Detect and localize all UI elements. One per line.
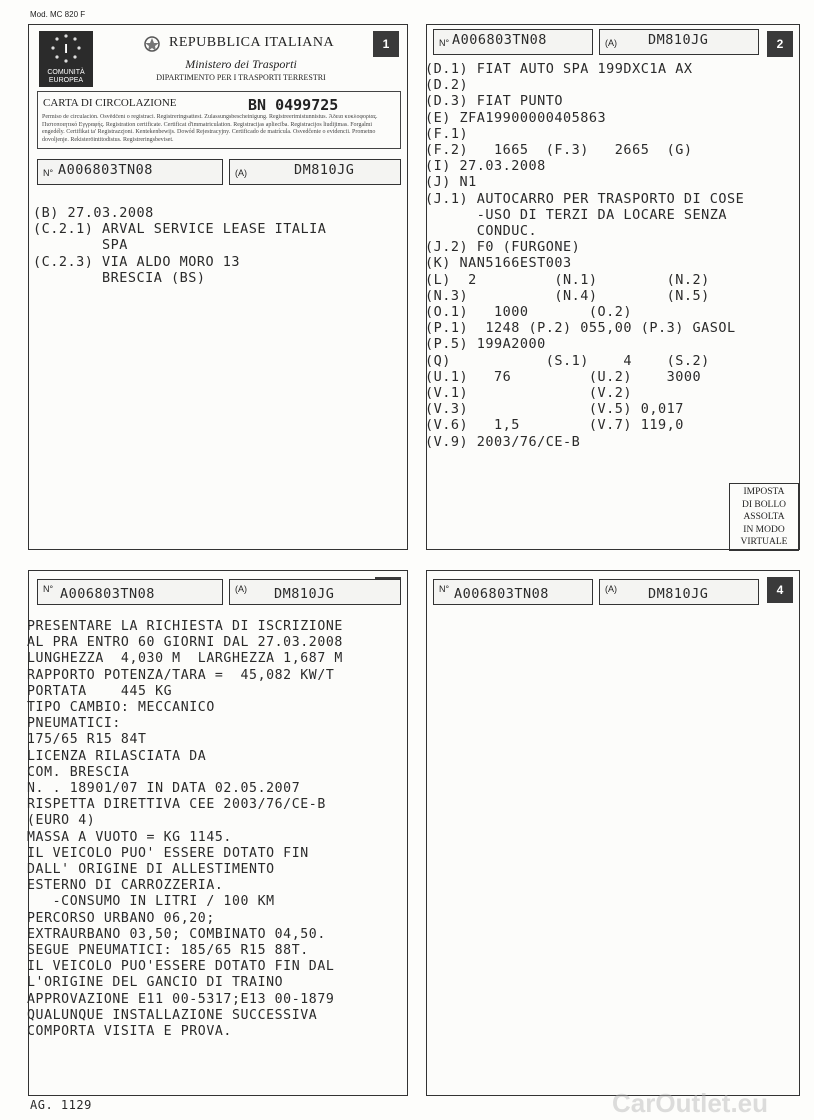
panel-2-line: (D.1) FIAT AUTO SPA 199DXC1A AX [425,61,693,77]
panel-3-line: L'ORIGINE DEL GANCIO DI TRAINO [27,975,284,991]
republic-emblem-icon [143,35,161,58]
panel-3-line: APPROVAZIONE E11 00-5317;E13 00-1879 [27,991,335,1007]
tax-stamp-line: ASSOLTA [743,512,785,522]
id-prefix: N° [439,584,450,594]
panel-2-line: (E) ZFA19900000405863 [425,109,607,126]
panel-1-line: (C.2.1) ARVAL SERVICE LEASE ITALIA [33,221,327,238]
panel-3-line: PRESENTARE LA RICHIESTA DI ISCRIZIONE [27,619,343,634]
panel-3-line: RISPETTA DIRETTIVA CEE 2003/76/CE-B [27,797,326,813]
panel-1-line: BRESCIA (BS) [33,269,206,286]
panel-3-line: IL VEICOLO PUO' ESSERE DOTATO FIN [27,845,309,861]
panel-2-line: (K) NAN5166EST003 [425,255,572,272]
plate-box [599,29,759,55]
eu-country-letter: I [64,41,68,56]
panel-2-line: CONDUC. [425,223,538,240]
panel-3-line: COM. BRESCIA [27,764,130,780]
id-number-box [433,579,593,605]
plate-box [229,159,401,185]
panel-3-line: RAPPORTO POTENZA/TARA = 45,082 KW/T [27,667,335,683]
id-number-box [37,159,223,185]
id-number-box [433,29,593,55]
panel-3-line: MASSA A VUOTO = KG 1145. [27,829,232,845]
panel-3-line: EXTRAURBANO 03,50; COMBINATO 04,50. [27,926,326,942]
plate-number: DM810JG [294,162,355,178]
panel-2-line: -USO DI TERZI DA LOCARE SENZA [425,206,727,223]
panel-2-content [425,61,744,450]
panel-3-line: PNEUMATICI: [27,716,121,732]
panel-2 [426,24,800,550]
footer-page-code: AG. 1129 [30,1098,92,1112]
tax-stamp-box [729,483,799,551]
panel-3 [28,570,408,1096]
panel-2-line: (J) N1 [425,174,477,191]
panel-3-line: LUNGHEZZA 4,030 M LARGHEZZA 1,687 M [27,651,343,667]
panel-2-line: (N.3) (N.4) (N.5) [425,287,710,304]
panel-2-line: (V.9) 2003/76/CE-B [425,433,581,450]
panel-2-line: (O.1) 1000 (O.2) [425,304,633,321]
panel-2-line: (J.2) F0 (FURGONE) [425,239,581,256]
panel-3-line: IL VEICOLO PUO'ESSERE DOTATO FIN DAL [27,959,335,975]
plate-label: (A) [235,168,247,178]
panel-2-line: (J.1) AUTOCARRO PER TRASPORTO DI COSE [425,190,745,207]
panel-3-line: N. . 18901/07 IN DATA 02.05.2007 [27,781,301,797]
document-number: BN 0499725 [248,96,339,114]
panel-3-line: AL PRA ENTRO 60 GIORNI DAL 27.03.2008 [27,635,343,651]
panel-1-line: (B) 27.03.2008 [33,205,154,221]
panel-2-line: (I) 27.03.2008 [425,158,546,175]
id-number: A006803TN08 [452,32,547,48]
panel-3-line: PERCORSO URBANO 06,20; [27,910,215,926]
plate-number: DM810JG [648,32,709,48]
panel-3-content [27,619,343,1040]
plate-number: DM810JG [274,586,335,602]
id-number-box [37,579,223,605]
panel-3-line: LICENZA RILASCIATA DA [27,748,207,764]
panel-number-badge: 1 [373,31,399,57]
multilanguage-note: Permiso de circulación. Osvědčení o registraci. Registreringsattest. Zulassungsbescheinigung. Registreerimistunnistus. Άδεια κυκλοφορίας. Πιστοποιητικό Εγγραφής. Registration certificate. Certificat d'immatriculation. Registracijas apliecība. Registracijos liudijimas. Forgalmi engedély. Certifikat ta' Registrazzjoni. Kentekenbewijs. Dowód Rejestracyjny. Certificado de matrícula. Osvedčenie o evidencii. Prometno dovoljenje. Rekisteröintitodistus. Registreringsbeviset. [42,114,378,143]
panel-1-content [33,205,326,286]
panel-3-line: SEGUE PNEUMATICI: 185/65 R15 88T. [27,943,309,959]
panel-2-line: (U.1) 76 (U.2) 3000 [425,368,702,385]
panel-2-line: (P.1) 1248 (P.2) 055,00 (P.3) GASOL [425,320,736,337]
form-model-label: Mod. MC 820 F [30,10,86,19]
plate-number: DM810JG [648,586,709,602]
republic-title: REPUBBLICA ITALIANA [169,35,335,50]
panel-2-line: (F.1) [425,125,469,142]
eu-flag-icon [39,31,93,87]
panel-3-line: 175/65 R15 84T [27,732,147,748]
panel-3-line: TIPO CAMBIO: MECCANICO [27,700,215,716]
id-number: A006803TN08 [60,586,155,602]
panel-2-line: (D.2) [425,77,469,94]
panel-2-line: (P.5) 199A2000 [425,336,546,353]
id-number: A006803TN08 [454,586,549,602]
plate-label: (A) [605,38,617,48]
plate-box [599,579,759,605]
panel-3-line: ESTERNO DI CARROZZERIA. [27,878,224,894]
panel-2-line: (Q) (S.1) 4 (S.2) [425,352,710,369]
tax-stamp-line: IMPOSTA [743,487,785,497]
tax-stamp-line: VIRTUALE [740,537,788,547]
eu-text-1: COMUNITÀ [47,69,85,76]
plate-label: (A) [605,584,617,594]
panel-2-line: (V.1) (V.2) [425,385,633,402]
department-name: DIPARTIMENTO PER I TRASPORTI TERRESTRI [156,73,326,82]
panel-3-line: COMPORTA VISITA E PROVA. [27,1024,232,1040]
document-title: CARTA DI CIRCOLAZIONE [43,97,177,109]
eu-stars-icon [39,31,93,69]
panel-number-badge: 2 [767,31,793,57]
tax-stamp-line: DI BOLLO [741,499,787,510]
panel-1-line: SPA [33,237,128,254]
panel-2-line: (V.6) 1,5 (V.7) 119,0 [425,417,684,434]
watermark-logo: CarOutlet.eu [612,1088,769,1118]
id-prefix: N° [439,38,450,48]
panel-2-line: (F.2) 1665 (F.3) 2665 (G) [425,142,693,159]
ministry-name: Ministero dei Trasporti [185,57,297,71]
panel-2-line: (V.3) (V.5) 0,017 [425,401,684,418]
panel-3-line: DALL' ORIGINE DI ALLESTIMENTO [27,862,275,878]
panel-4 [426,570,800,1096]
plate-label: (A) [235,584,247,594]
panel-3-line: (EURO 4) [27,813,96,829]
panel-2-line: (D.3) FIAT PUNTO [425,93,564,110]
id-prefix: N° [43,168,54,178]
document-title-box [37,91,401,149]
panel-3-line: QUALUNQUE INSTALLAZIONE SUCCESSIVA [27,1007,318,1023]
id-prefix: N° [43,584,54,594]
panel-1 [28,24,408,550]
id-number: A006803TN08 [58,162,153,178]
panel-number-badge: 4 [767,577,793,603]
plate-box [229,579,401,605]
eu-text-2: EUROPEA [48,77,84,84]
panel-1-line: (C.2.3) VIA ALDO MORO 13 [33,253,241,270]
panel-3-line: -CONSUMO IN LITRI / 100 KM [27,894,275,910]
panel-3-line: PORTATA 445 KG [27,683,173,699]
panel-2-line: (L) 2 (N.1) (N.2) [425,271,710,288]
tax-stamp-line: IN MODO [743,524,785,535]
